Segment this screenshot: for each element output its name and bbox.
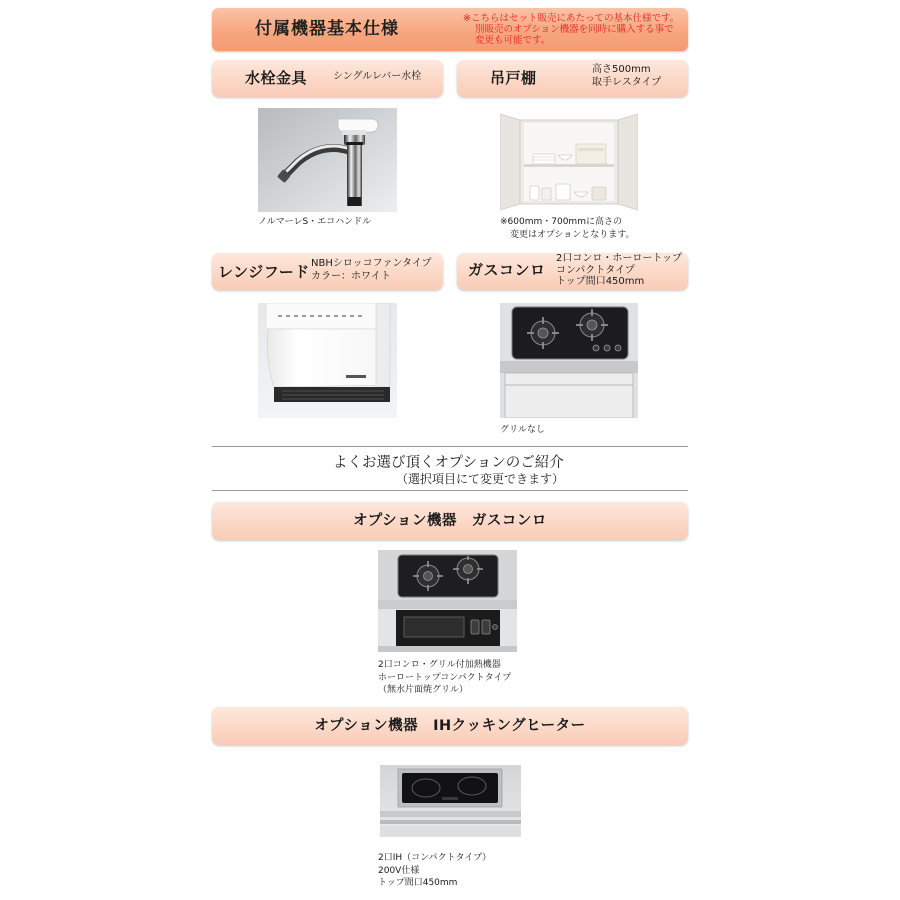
wall-cabinet-photo bbox=[500, 108, 638, 212]
range-hood-photo-frame bbox=[258, 303, 397, 418]
spec-box-gas-stove bbox=[457, 253, 688, 290]
caption-line: 2口IH（コンパクトタイプ） bbox=[378, 853, 492, 863]
gas-stove-with-grill-photo-frame bbox=[378, 550, 517, 652]
gas-stove-with-grill-photo bbox=[378, 550, 517, 652]
gas-stove-photo bbox=[500, 303, 638, 418]
range-hood-photo bbox=[258, 303, 397, 418]
header-note-line: 変更も可能です。 bbox=[475, 35, 551, 46]
caption-line: 変更はオプションとなります。 bbox=[510, 229, 635, 240]
wall-cabinet-photo-frame bbox=[500, 108, 638, 212]
caption-line: （無水片面焼グリル） bbox=[378, 685, 469, 695]
caption-line: グリルなし bbox=[500, 425, 546, 435]
hood-body bbox=[267, 329, 390, 387]
spec-detail-gas-stove bbox=[556, 253, 682, 288]
option-gas-stove-caption bbox=[378, 659, 511, 697]
option-box-ih-cooktop bbox=[212, 707, 688, 745]
faucet-caption bbox=[258, 216, 371, 229]
divider-bottom bbox=[212, 490, 688, 491]
spec-detail-line: NBHシロッコファンタイプ bbox=[311, 258, 432, 269]
caption-line: 200V仕様 bbox=[378, 865, 420, 876]
grill-window bbox=[404, 617, 464, 637]
cabinet-left-door bbox=[500, 114, 520, 210]
stove-controls bbox=[593, 345, 621, 351]
hood-underside bbox=[274, 387, 390, 402]
caption-line: ※600mm・700mmに高さの bbox=[500, 217, 622, 227]
ih-cooktop-photo bbox=[380, 765, 521, 837]
spec-box-faucet bbox=[212, 60, 443, 97]
spec-box-range-hood bbox=[212, 253, 443, 290]
option-box-gas-stove bbox=[212, 502, 688, 540]
cabinet-right-door bbox=[618, 114, 638, 210]
spec-label-range-hood: レンジフード bbox=[218, 263, 310, 281]
caption-line: ホーロートップコンパクトタイプ bbox=[378, 672, 512, 683]
spec-label-faucet: 水栓金具 bbox=[245, 69, 308, 87]
spec-detail-range-hood bbox=[311, 258, 432, 283]
header-notes bbox=[463, 13, 679, 46]
header-note-line: 別販売のオプション機器を同時に購入する事で bbox=[475, 24, 674, 35]
spec-detail-wall-cabinet bbox=[592, 64, 661, 89]
spec-detail-line: コンパクトタイプ bbox=[556, 264, 635, 276]
divider-top bbox=[212, 446, 688, 447]
header-note-line: ※こちらはセット販売にあたっての基本仕様です。 bbox=[463, 13, 680, 24]
header-title: 付属機器基本仕様 bbox=[255, 19, 399, 39]
wall-cabinet-caption bbox=[500, 216, 634, 241]
spec-detail-line: 2口コンロ・ホーロートップ bbox=[556, 253, 683, 264]
options-intro-subtitle: （選択項目にて変更できます） bbox=[396, 472, 565, 486]
gas-stove-caption bbox=[500, 424, 545, 437]
option-ih-caption bbox=[378, 852, 491, 890]
spec-detail-faucet bbox=[333, 71, 421, 84]
spec-detail-line: カラー：ホワイト bbox=[311, 270, 391, 282]
gas-stove-photo-frame bbox=[500, 303, 638, 418]
spec-label-wall-cabinet: 吊戸棚 bbox=[490, 69, 537, 87]
option-label-gas-stove: オプション機器 ガスコンロ bbox=[353, 513, 547, 529]
cabinet-front bbox=[505, 373, 633, 418]
ih-cooktop-photo-frame bbox=[380, 765, 521, 837]
spec-detail-line: 取手レスタイプ bbox=[592, 76, 662, 88]
spec-detail-line: シングルレバー水栓 bbox=[333, 71, 422, 82]
header-banner bbox=[212, 8, 688, 51]
spec-box-wall-cabinet bbox=[457, 60, 688, 97]
faucet-body bbox=[347, 144, 362, 206]
caption-line: ノルマーレS・エコハンドル bbox=[258, 217, 372, 227]
options-intro-title: よくお選び頂くオプションのご紹介 bbox=[333, 455, 564, 471]
cabinet-shelf bbox=[524, 164, 614, 167]
faucet-photo bbox=[258, 108, 397, 212]
spec-detail-line: 高さ500mm bbox=[592, 64, 651, 75]
spec-detail-line: トップ間口450mm bbox=[556, 276, 645, 287]
option-label-ih-cooktop: オプション機器 IHクッキングヒーター bbox=[314, 718, 586, 734]
caption-line: 2口コンロ・グリル付加熱機器 bbox=[378, 660, 501, 670]
spec-label-gas-stove: ガスコンロ bbox=[468, 261, 546, 279]
faucet-photo-frame bbox=[258, 108, 397, 212]
caption-line: トップ間口450mm bbox=[378, 878, 458, 888]
